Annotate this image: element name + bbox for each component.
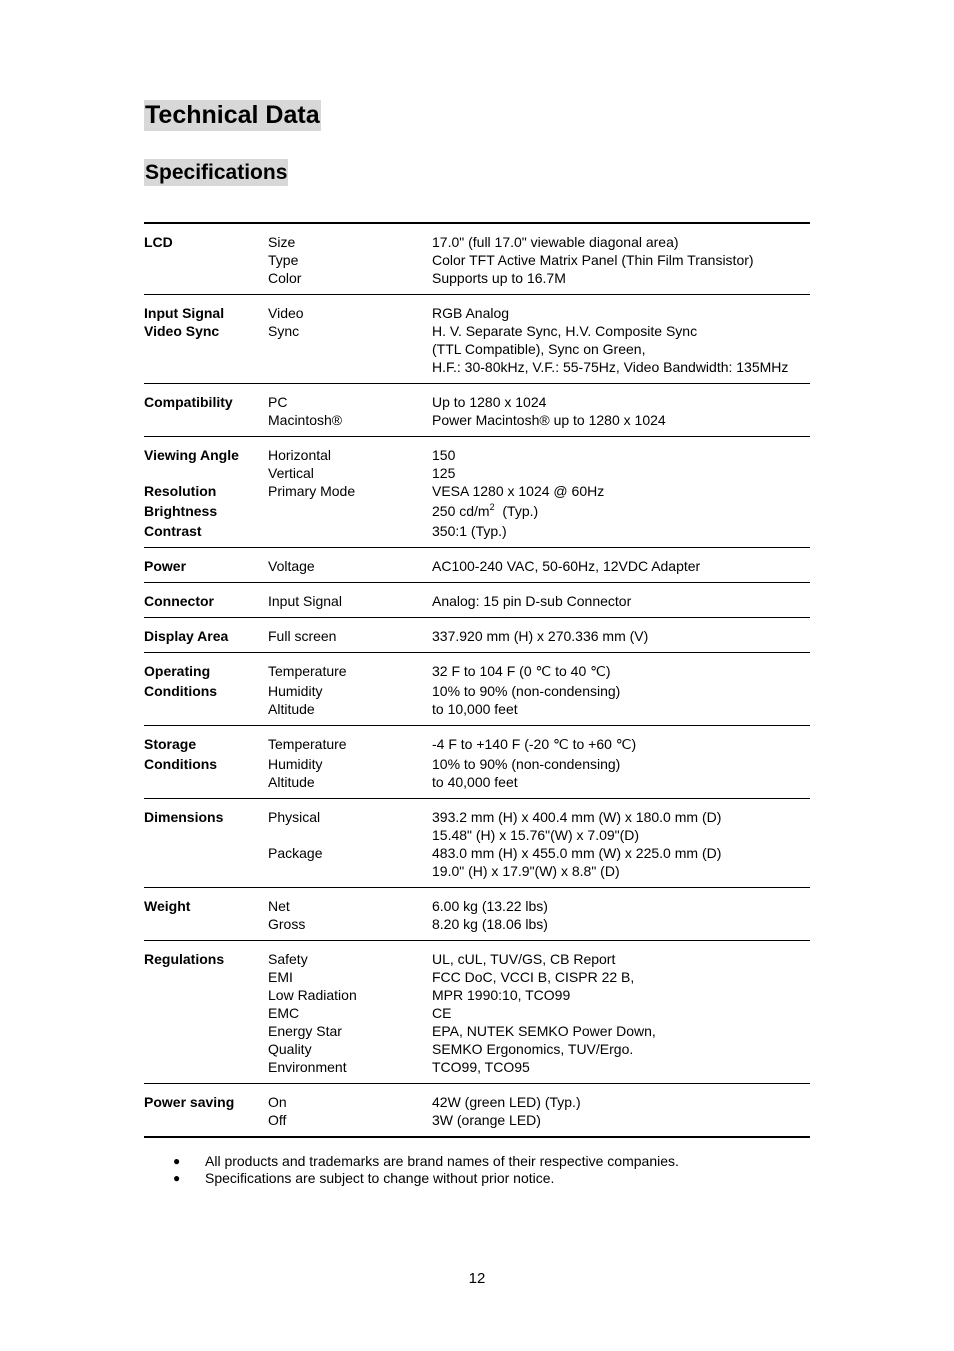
spec-key: EMI bbox=[268, 969, 293, 985]
footnote-text: Specifications are subject to change without prior notice. bbox=[205, 1170, 555, 1186]
spec-key: Temperature bbox=[268, 736, 347, 752]
spec-label: Power bbox=[144, 558, 187, 574]
spec-value: SEMKO Ergonomics, TUV/Ergo. bbox=[432, 1041, 634, 1057]
spec-key: Type bbox=[268, 252, 299, 268]
spec-key: Macintosh® bbox=[268, 412, 343, 428]
page-number: 12 bbox=[468, 1270, 486, 1287]
spec-value: 10% to 90% (non-condensing) bbox=[432, 683, 621, 699]
spec-value: TCO99, TCO95 bbox=[432, 1059, 530, 1075]
list-item bbox=[173, 1153, 679, 1170]
spec-value: Up to 1280 x 1024 bbox=[432, 394, 547, 410]
spec-value: to 10,000 feet bbox=[432, 701, 518, 717]
spec-label: Resolution bbox=[144, 483, 217, 499]
spec-label: Connector bbox=[144, 593, 214, 609]
list-item bbox=[173, 1170, 679, 1187]
spec-value: AC100-240 VAC, 50-60Hz, 12VDC Adapter bbox=[432, 558, 701, 574]
spec-key: Energy Star bbox=[268, 1023, 342, 1039]
spec-key: Color bbox=[268, 270, 302, 286]
brightness-number: 250 cd/m bbox=[432, 503, 490, 519]
spec-key: Input Signal bbox=[268, 593, 342, 609]
spec-key: PC bbox=[268, 394, 288, 410]
spec-label: Regulations bbox=[144, 951, 225, 967]
spec-key: Low Radiation bbox=[268, 987, 357, 1003]
spec-label: Viewing Angle bbox=[144, 447, 239, 463]
spec-key: Off bbox=[268, 1112, 287, 1128]
bullet-icon: ● bbox=[173, 1171, 181, 1185]
spec-key bbox=[268, 826, 432, 844]
spec-value: 483.0 mm (H) x 455.0 mm (W) x 225.0 mm (D) bbox=[432, 845, 722, 861]
spec-row-lcd bbox=[144, 224, 810, 295]
spec-row-operating-conditions bbox=[144, 653, 810, 726]
spec-label: Brightness bbox=[144, 503, 218, 519]
spec-label: Conditions bbox=[144, 756, 218, 772]
spec-value: 337.920 mm (H) x 270.336 mm (V) bbox=[432, 628, 649, 644]
spec-value: CE bbox=[432, 1005, 452, 1021]
spec-row-connector bbox=[144, 583, 810, 618]
spec-row-input-signal bbox=[144, 295, 810, 384]
spec-value: Analog: 15 pin D-sub Connector bbox=[432, 593, 632, 609]
spec-key: Package bbox=[268, 845, 323, 861]
spec-row-display-area bbox=[144, 618, 810, 653]
spec-key: Gross bbox=[268, 916, 306, 932]
spec-label: Video Sync bbox=[144, 323, 220, 339]
spec-value: VESA 1280 x 1024 @ 60Hz bbox=[432, 483, 605, 499]
spec-value: UL, cUL, TUV/GS, CB Report bbox=[432, 951, 616, 967]
spec-key: EMC bbox=[268, 1005, 300, 1021]
spec-label bbox=[144, 464, 268, 482]
spec-key: Voltage bbox=[268, 558, 315, 574]
spec-label: LCD bbox=[144, 234, 173, 250]
spec-value: 8.20 kg (18.06 lbs) bbox=[432, 916, 548, 932]
spec-value: EPA, NUTEK SEMKO Power Down, bbox=[432, 1023, 656, 1039]
spec-key: Video bbox=[268, 305, 304, 321]
spec-row-viewing-angle bbox=[144, 437, 810, 548]
spec-key: Sync bbox=[268, 323, 300, 339]
spec-key: Environment bbox=[268, 1059, 347, 1075]
spec-value: 393.2 mm (H) x 400.4 mm (W) x 180.0 mm (D) bbox=[432, 809, 722, 825]
superscript: 2 bbox=[489, 502, 495, 512]
spec-key: Horizontal bbox=[268, 447, 332, 463]
section-heading: Specifications bbox=[145, 161, 288, 184]
spec-key: Humidity bbox=[268, 683, 323, 699]
spec-value: 42W (green LED) (Typ.) bbox=[432, 1094, 581, 1110]
spec-label: Conditions bbox=[144, 683, 218, 699]
spec-key: Altitude bbox=[268, 701, 315, 717]
spec-key: Altitude bbox=[268, 774, 315, 790]
spec-row-regulations bbox=[144, 941, 810, 1084]
spec-key: Primary Mode bbox=[268, 483, 356, 499]
spec-key: Physical bbox=[268, 809, 321, 825]
spec-key: On bbox=[268, 1094, 287, 1110]
spec-value: 15.48" (H) x 15.76"(W) x 7.09"(D) bbox=[432, 827, 640, 843]
spec-value: -4 F to +140 F (-20 ℃ to +60 ℃) bbox=[432, 736, 637, 752]
spec-key: Vertical bbox=[268, 465, 314, 481]
spec-key: Quality bbox=[268, 1041, 312, 1057]
spec-value: 32 F to 104 F (0 ℃ to 40 ℃) bbox=[432, 663, 611, 679]
spec-value: to 40,000 feet bbox=[432, 774, 518, 790]
footnotes-list bbox=[173, 1153, 679, 1187]
spec-key: Humidity bbox=[268, 756, 323, 772]
spec-row-compatibility bbox=[144, 384, 810, 437]
spec-value: (TTL Compatible), Sync on Green, bbox=[432, 341, 646, 357]
spec-row-storage-conditions bbox=[144, 726, 810, 799]
spec-label: Compatibility bbox=[144, 394, 233, 410]
spec-value: RGB Analog bbox=[432, 305, 510, 321]
spec-label: Storage bbox=[144, 736, 197, 752]
spec-value: Supports up to 16.7M bbox=[432, 270, 566, 286]
spec-value: 17.0" (full 17.0" viewable diagonal area) bbox=[432, 234, 679, 250]
spec-value: 6.00 kg (13.22 lbs) bbox=[432, 898, 548, 914]
spec-value: H. V. Separate Sync, H.V. Composite Sync bbox=[432, 323, 698, 339]
footnote-text: All products and trademarks are brand names of their respective companies. bbox=[205, 1153, 679, 1169]
brightness-value bbox=[432, 502, 810, 520]
spec-row-power bbox=[144, 548, 810, 583]
spec-label: Dimensions bbox=[144, 809, 224, 825]
spec-value: FCC DoC, VCCI B, CISPR 22 B, bbox=[432, 969, 635, 985]
spec-label: Operating bbox=[144, 663, 211, 679]
spec-key: Size bbox=[268, 234, 296, 250]
spec-row-power-saving bbox=[144, 1084, 810, 1138]
spec-value: 350:1 (Typ.) bbox=[432, 523, 507, 539]
spec-value: 150 bbox=[432, 447, 456, 463]
spec-label: Weight bbox=[144, 898, 191, 914]
spec-value: 19.0" (H) x 17.9"(W) x 8.8" (D) bbox=[432, 863, 620, 879]
spec-key: Temperature bbox=[268, 663, 347, 679]
spec-key: Net bbox=[268, 898, 290, 914]
page-title: Technical Data bbox=[145, 101, 320, 129]
spec-value: MPR 1990:10, TCO99 bbox=[432, 987, 571, 1003]
spec-label: Contrast bbox=[144, 523, 202, 539]
brightness-suffix: (Typ.) bbox=[502, 503, 539, 519]
specifications-table bbox=[144, 222, 810, 1138]
spec-value: H.F.: 30-80kHz, V.F.: 55-75Hz, Video Bandwidth: 135MHz bbox=[432, 359, 789, 375]
spec-row-weight bbox=[144, 888, 810, 941]
spec-value: Color TFT Active Matrix Panel (Thin Film Transistor) bbox=[432, 252, 754, 268]
spec-value: 125 bbox=[432, 465, 456, 481]
spec-label: Display Area bbox=[144, 628, 229, 644]
spec-value: Power Macintosh® up to 1280 x 1024 bbox=[432, 412, 666, 428]
spec-value: 10% to 90% (non-condensing) bbox=[432, 756, 621, 772]
spec-key: Safety bbox=[268, 951, 308, 967]
spec-value: 3W (orange LED) bbox=[432, 1112, 541, 1128]
spec-label: Power saving bbox=[144, 1094, 235, 1110]
spec-row-dimensions bbox=[144, 799, 810, 888]
bullet-icon: ● bbox=[173, 1154, 181, 1168]
spec-key: Full screen bbox=[268, 628, 337, 644]
spec-label: Input Signal bbox=[144, 305, 225, 321]
